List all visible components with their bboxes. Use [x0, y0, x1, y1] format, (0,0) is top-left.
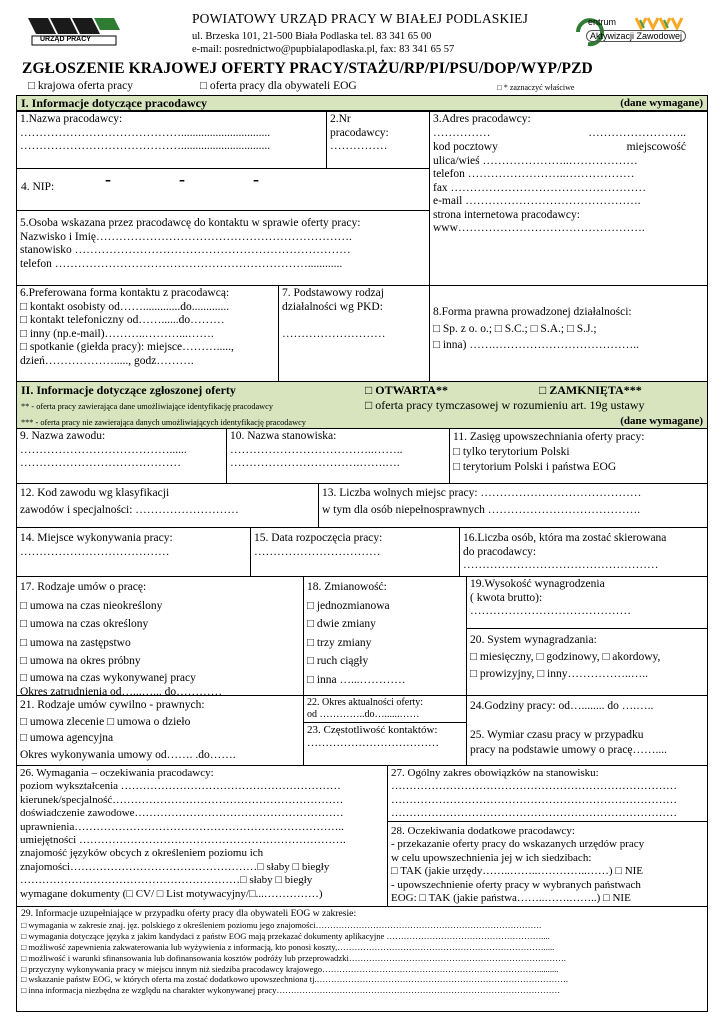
f29-line-7[interactable]: □ inna informacja niezbędna ze względu na charakter wykonywanej pracy……………………………………………………………………………………… [21, 985, 561, 996]
f25-label-2: pracy na podstawie umowy o pracę…….... [470, 744, 668, 756]
f27-label: 27. Ogólny zakres obowiązków na stanowisku: [391, 767, 599, 779]
field-dissemination[interactable] [449, 428, 708, 484]
section1-header [16, 95, 708, 111]
f9-dots-1: …………………………………...... [20, 443, 187, 456]
f3-fax: fax …………………………………………… [433, 181, 647, 194]
f27-line-3: …………………………………………………………………… [391, 807, 677, 820]
office-email: e-mail: posrednictwo@pupbialapodlaska.pl, fax: 83 341 65 57 [192, 44, 455, 55]
f28-line-4: - upowszechnienie oferty pracy w wybranych państwach [391, 878, 641, 891]
f20-opts-1[interactable]: □ miesięczny, □ godzinowy, □ akordowy, [470, 651, 661, 663]
right-logo-line1: entrum [588, 17, 617, 27]
office-name: POWIATOWY URZĄD PRACY W BIAŁEJ PODLASKIEJ [191, 11, 529, 26]
f24-label: 24.Godziny pracy: od…........ do ….….. [470, 700, 654, 712]
f3-city: miejscowość [626, 140, 686, 153]
field-occupation-code[interactable] [16, 483, 319, 528]
f22-dots: od …………..do…......…… [307, 709, 420, 720]
f6-opt-2[interactable]: □ kontakt telefoniczny od……......do……… [20, 314, 225, 326]
f29-label: 29. Informacje uzupełniające w przypadku oferty pracy dla obywateli EOG w zakresie: [21, 908, 357, 919]
f17-opt-2[interactable]: □ umowa na czas określony [20, 618, 149, 630]
section1-required: (dane wymagane) [620, 97, 703, 109]
f15-dots: …………………………… [254, 545, 381, 558]
field-pay-system[interactable] [466, 628, 708, 696]
f18-opt-5[interactable]: □ inna …...………… [307, 673, 406, 686]
left-logo-text: URZĄD PRACY [40, 36, 91, 43]
f19-dots: …………………………………… [470, 605, 631, 617]
f6-opt-1[interactable]: □ kontakt osobisty od…….............do............. [20, 300, 230, 313]
urzad-pracy-logo [26, 16, 122, 46]
f15-label: 15. Data rozpoczęcia pracy: [254, 532, 383, 544]
f18-label: 18. Zmianowość: [307, 581, 387, 593]
f6-opt-3[interactable]: □ inny (np.e-mail)………..………...……. [20, 327, 214, 340]
f22-label: 22. Okres aktualności oferty: [307, 697, 424, 708]
f8-options[interactable]: □ Sp. z o. o.; □ S.C.; □ S.A.; □ S.J.; [433, 322, 597, 335]
f18-opt-1[interactable]: □ jednozmianowa [307, 599, 390, 612]
f26-lang-1[interactable]: znajomości……………………………………………□ słaby □ biegły [20, 860, 330, 873]
f6-label: 6.Preferowana forma kontaktu z pracodawcą: [20, 287, 230, 299]
f7-label-1: 7. Podstawowy rodzaj [282, 287, 384, 299]
f10-label: 10. Nazwa stanowiska: [230, 430, 337, 442]
field-referral-count[interactable] [459, 527, 708, 577]
note-open: ** - oferta pracy zawierająca dane umożliwiające identyfikację pracodawcy [21, 402, 273, 411]
field-employer-name[interactable] [16, 111, 327, 169]
note-closed: *** - oferta pracy nie zawierająca danych umożliwiających identyfikację pracodawcy [21, 418, 306, 427]
f21-opt-2[interactable]: □ umowa agencyjna [20, 732, 114, 744]
field-additional-expectations[interactable] [387, 821, 708, 907]
f3-dots-a: …………… [433, 126, 491, 139]
f18-opt-4[interactable]: □ ruch ciągły [307, 655, 369, 667]
f19-label-1: 19.Wysokość wynagrodzenia [470, 578, 605, 590]
f10-dots-1: ………………………………..…….. [230, 443, 403, 456]
f17-opt-1[interactable]: □ umowa na czas nieokreślony [20, 599, 163, 612]
mark-note: □ * zaznaczyć właściwe [497, 83, 575, 92]
f2-label-1: 2.Nr [330, 113, 351, 125]
f29-line-5[interactable]: □ przyczyny wykonywania pracy w miejscu innym niż siedziba pracodawcy krajowego………………………………………………………………….......... [21, 963, 559, 974]
f8-label: 8.Forma prawna prowadzonej działalności: [433, 306, 632, 318]
f9-label: 9. Nazwa zawodu: [20, 430, 106, 442]
temp-work-option[interactable]: □ oferta pracy tymczasowej w rozumieniu art. 19g ustawy [365, 398, 645, 412]
centrum-aktywizacji-logo [574, 16, 700, 48]
f25-label-1: 25. Wymiar czasu pracy w przypadku [470, 729, 644, 741]
field-vacancies[interactable] [318, 483, 708, 528]
f20-label: 20. System wynagradzania: [470, 634, 597, 646]
field-contact-person[interactable] [16, 210, 430, 286]
f26-cv[interactable]: wymagane dokumenty (□ CV/ □ List motywacyjny/□...……………) [20, 887, 323, 900]
f6-opt-5: dzień………………....., godz………. [20, 354, 194, 367]
f17-label: 17. Rodzaje umów o pracę: [20, 581, 147, 593]
f28-label: 28. Oczekiwania dodatkowe pracodawcy: [391, 825, 575, 837]
f5-label: 5.Osoba wskazana przez pracodawcę do kontaktu w sprawie oferty pracy: [20, 217, 361, 229]
f26-label: 26. Wymagania – oczekiwania pracodawcy: [20, 767, 214, 779]
f1-dots-2: ……………………………………............................... [20, 140, 271, 152]
f28-line-2: w celu upowszechnienia jej w ich siedzibach: [391, 851, 592, 864]
offer-type-domestic[interactable]: □ krajowa oferta pracy [28, 80, 133, 92]
f21-label: 21. Rodzaje umów cywilno - prawnych: [20, 699, 205, 711]
f3-www-label: strona internetowa pracodawcy: [433, 208, 580, 221]
f27-line-2: …………………………………………………………………… [391, 793, 677, 806]
offer-open[interactable]: □ OTWARTA** [365, 383, 448, 397]
field-employer-number[interactable] [326, 111, 430, 169]
field-position[interactable] [226, 428, 450, 484]
f16-dots: …………………………………………… [463, 559, 659, 571]
f3-street: ulica/wieś …………………..……………… [433, 154, 638, 167]
f28-line-1: - przekazanie oferty pracy do wskazanych urzędów pracy [391, 838, 645, 851]
f29-line-6[interactable]: □ wskazanie państw EOG, w których oferta ma zostać dodatkowo upowszechniona tj.……………………………………………………………………………. [21, 974, 568, 985]
f11-opt-1[interactable]: □ tylko terytorium Polski [453, 446, 570, 458]
f11-label: 11. Zasięg upowszechniania oferty pracy: [453, 431, 645, 443]
f17-opt-3[interactable]: □ umowa na zastępstwo [20, 636, 131, 649]
field-nip[interactable] [16, 168, 430, 211]
f16-label-1: 16.Liczba osób, która ma zostać skierowana [463, 532, 667, 544]
f28-line-3[interactable]: □ TAK (jakie urzędy……..……..…………..……) □ NIE [391, 865, 644, 878]
f12-label-1: 12. Kod zawodu wg klasyfikacji [20, 487, 170, 499]
section2-required: (dane wymagane) [620, 415, 703, 427]
offer-type-eog[interactable]: □ oferta pracy dla obywateli EOG [200, 80, 357, 92]
f4-label: 4. NIP: [21, 181, 55, 193]
f13-label-1: 13. Liczba wolnych miejsc pracy: …………………………………… [322, 487, 642, 499]
f18-opt-3[interactable]: □ trzy zmiany [307, 636, 372, 649]
f29-line-2[interactable]: □ wymagania dotyczące języka z jakim kandydaci z państw EOG mają przekazać dokumenty aplikacyjne ……………………………………………….... [21, 930, 550, 941]
f26-line-2: kierunek/specjalność……………………………………………………… [20, 793, 344, 806]
f16-label-2: do pracodawcy: [463, 545, 537, 558]
field-requirements[interactable] [16, 765, 388, 907]
f26-line-1: poziom wykształcenia …………………………………………………… [20, 780, 341, 793]
f29-line-4[interactable]: □ możliwość i warunki sfinansowania lub dofinansowania kosztów podróży lub przeprowadzki…………………………………………………………………. [21, 952, 566, 963]
f8-other[interactable]: □ inna) …….……………………………….. [433, 339, 639, 351]
offer-closed[interactable]: □ ZAMKNIĘTA*** [539, 383, 642, 397]
f7-dots: ……………………… [282, 328, 386, 340]
field-pkd[interactable] [278, 285, 430, 382]
field-employer-address[interactable] [429, 111, 708, 286]
field-occupation[interactable] [16, 428, 227, 484]
f2-dots: …………… [330, 140, 388, 152]
f6-opt-4[interactable]: □ spotkanie (giełda pracy): miejsce………....., [20, 341, 234, 353]
f21-opt-1[interactable]: □ umowa zlecenie □ umowa o dzieło [20, 715, 191, 728]
f27-line-1: …………………………………………………………………… [391, 780, 677, 793]
f3-postal: kod pocztowy [433, 140, 498, 153]
field-legal-form[interactable] [429, 285, 708, 382]
f26-line-6: znajomość języków obcych z określeniem poziomu ich [20, 847, 264, 860]
field-working-hours[interactable] [466, 695, 708, 766]
f1-dots-1: ……………………………………............................... [20, 126, 271, 139]
f7-label-2: działalności wg PKD: [282, 300, 383, 313]
f3-dots-b: …………………….. [588, 126, 686, 139]
field-duties[interactable] [387, 765, 708, 822]
f9-dots-2: …………………………………… [20, 457, 181, 469]
field-contract-types[interactable] [16, 576, 304, 696]
field-civil-contracts[interactable] [16, 695, 304, 766]
f17-period: Okres zatrudnienia od…...…... do………… [20, 685, 223, 696]
f14-label: 14. Miejsce wykonywania pracy: [20, 532, 173, 544]
f3-www: www…………………………………………. [433, 222, 645, 234]
f19-label-2: ( kwota brutto): [470, 591, 543, 604]
f14-dots: ………………………………… [20, 545, 170, 558]
f3-email: e-mail ………………………………………. [433, 195, 641, 207]
field-start-date[interactable] [250, 527, 460, 577]
office-address: ul. Brzeska 101, 21-500 Biała Podlaska tel. 83 341 65 00 [192, 31, 432, 42]
f26-lang-2[interactable]: ……………………………………………………□ słaby □ biegły [20, 874, 313, 887]
field-offer-validity[interactable] [303, 695, 467, 723]
f2-label-2: pracodawcy: [330, 126, 389, 139]
f26-line-3: doświadczenie zawodowe………………………………………………… [20, 807, 344, 820]
field-work-place[interactable] [16, 527, 251, 577]
f11-opt-2[interactable]: □ terytorium Polski i państwa EOG [453, 461, 617, 473]
field-eog-info[interactable] [16, 906, 708, 1012]
field-shifts[interactable] [303, 576, 467, 696]
f29-line-3[interactable]: □ możliwość zapewnienia zakwaterowania lub wyżywienia z informacją, kto ponosi koszty,………………………………………………………………..... [21, 941, 555, 952]
f17-opt-4[interactable]: □ umowa na okres próbny [20, 655, 141, 667]
f26-line-5: umiejętności ………………………………………………………………. [20, 834, 346, 847]
f29-line-1[interactable]: □ wymagania w zakresie znaj. jęz. polskiego z określeniem poziomu jego znajomości……………………………………………………………………. [21, 919, 542, 930]
section2-title: II. Informacje dotyczące zgłoszonej oferty [21, 383, 236, 397]
f17-opt-5[interactable]: □ umowa na czas wykonywanej pracy [20, 671, 196, 684]
f3-phone: telefon ……………………..……………… [433, 168, 635, 180]
f28-line-5[interactable]: EOG: □ TAK (jakie państwa……..…….……..) □ NIE [391, 892, 631, 905]
f10-dots-2: …………………………….…….…. [230, 457, 400, 469]
f26-line-4: uprawnienia……………………………………………………………….. [20, 820, 344, 833]
field-contact-frequency[interactable] [303, 722, 467, 766]
section1-title: I. Informacje dotyczące pracodawcy [21, 96, 207, 110]
f5-name: Nazwisko i Imię…………………………………………………………. [20, 230, 352, 243]
field-salary[interactable] [466, 576, 708, 629]
field-contact-form[interactable] [16, 285, 279, 382]
f23-dots: ……………………………… [307, 737, 439, 749]
form-title: ZGŁOSZENIE KRAJOWEJ OFERTY PRACY/STAŻU/RP/PI/PSU/DOP/WYP/PZD [22, 60, 593, 77]
f4-dashes: - - - [105, 169, 269, 189]
f12-label-2: zawodów i specjalności: ……………………… [20, 503, 239, 516]
f3-label: 3.Adres pracodawcy: [433, 113, 531, 125]
f18-opt-2[interactable]: □ dwie zmiany [307, 618, 376, 630]
section2-header [16, 381, 708, 429]
f1-label: 1.Nazwa pracodawcy: [20, 113, 123, 125]
f21-period: Okres wykonywania umowy od……. .do……. [20, 748, 236, 761]
f5-position: stanowisko ……………………………………………………………… [20, 244, 351, 256]
f20-opts-2[interactable]: □ prowizyjny, □ inny……………..….. [470, 668, 648, 680]
right-logo-line2: Aktywizacji Zawodowej [586, 30, 686, 42]
f13-label-2: w tym dla osób niepełnosprawnych …………………………………. [322, 503, 641, 516]
f23-label: 23. Częstotliwość kontaktów: [307, 724, 438, 736]
f5-phone: telefon …………………………………………………………............ [20, 257, 343, 270]
